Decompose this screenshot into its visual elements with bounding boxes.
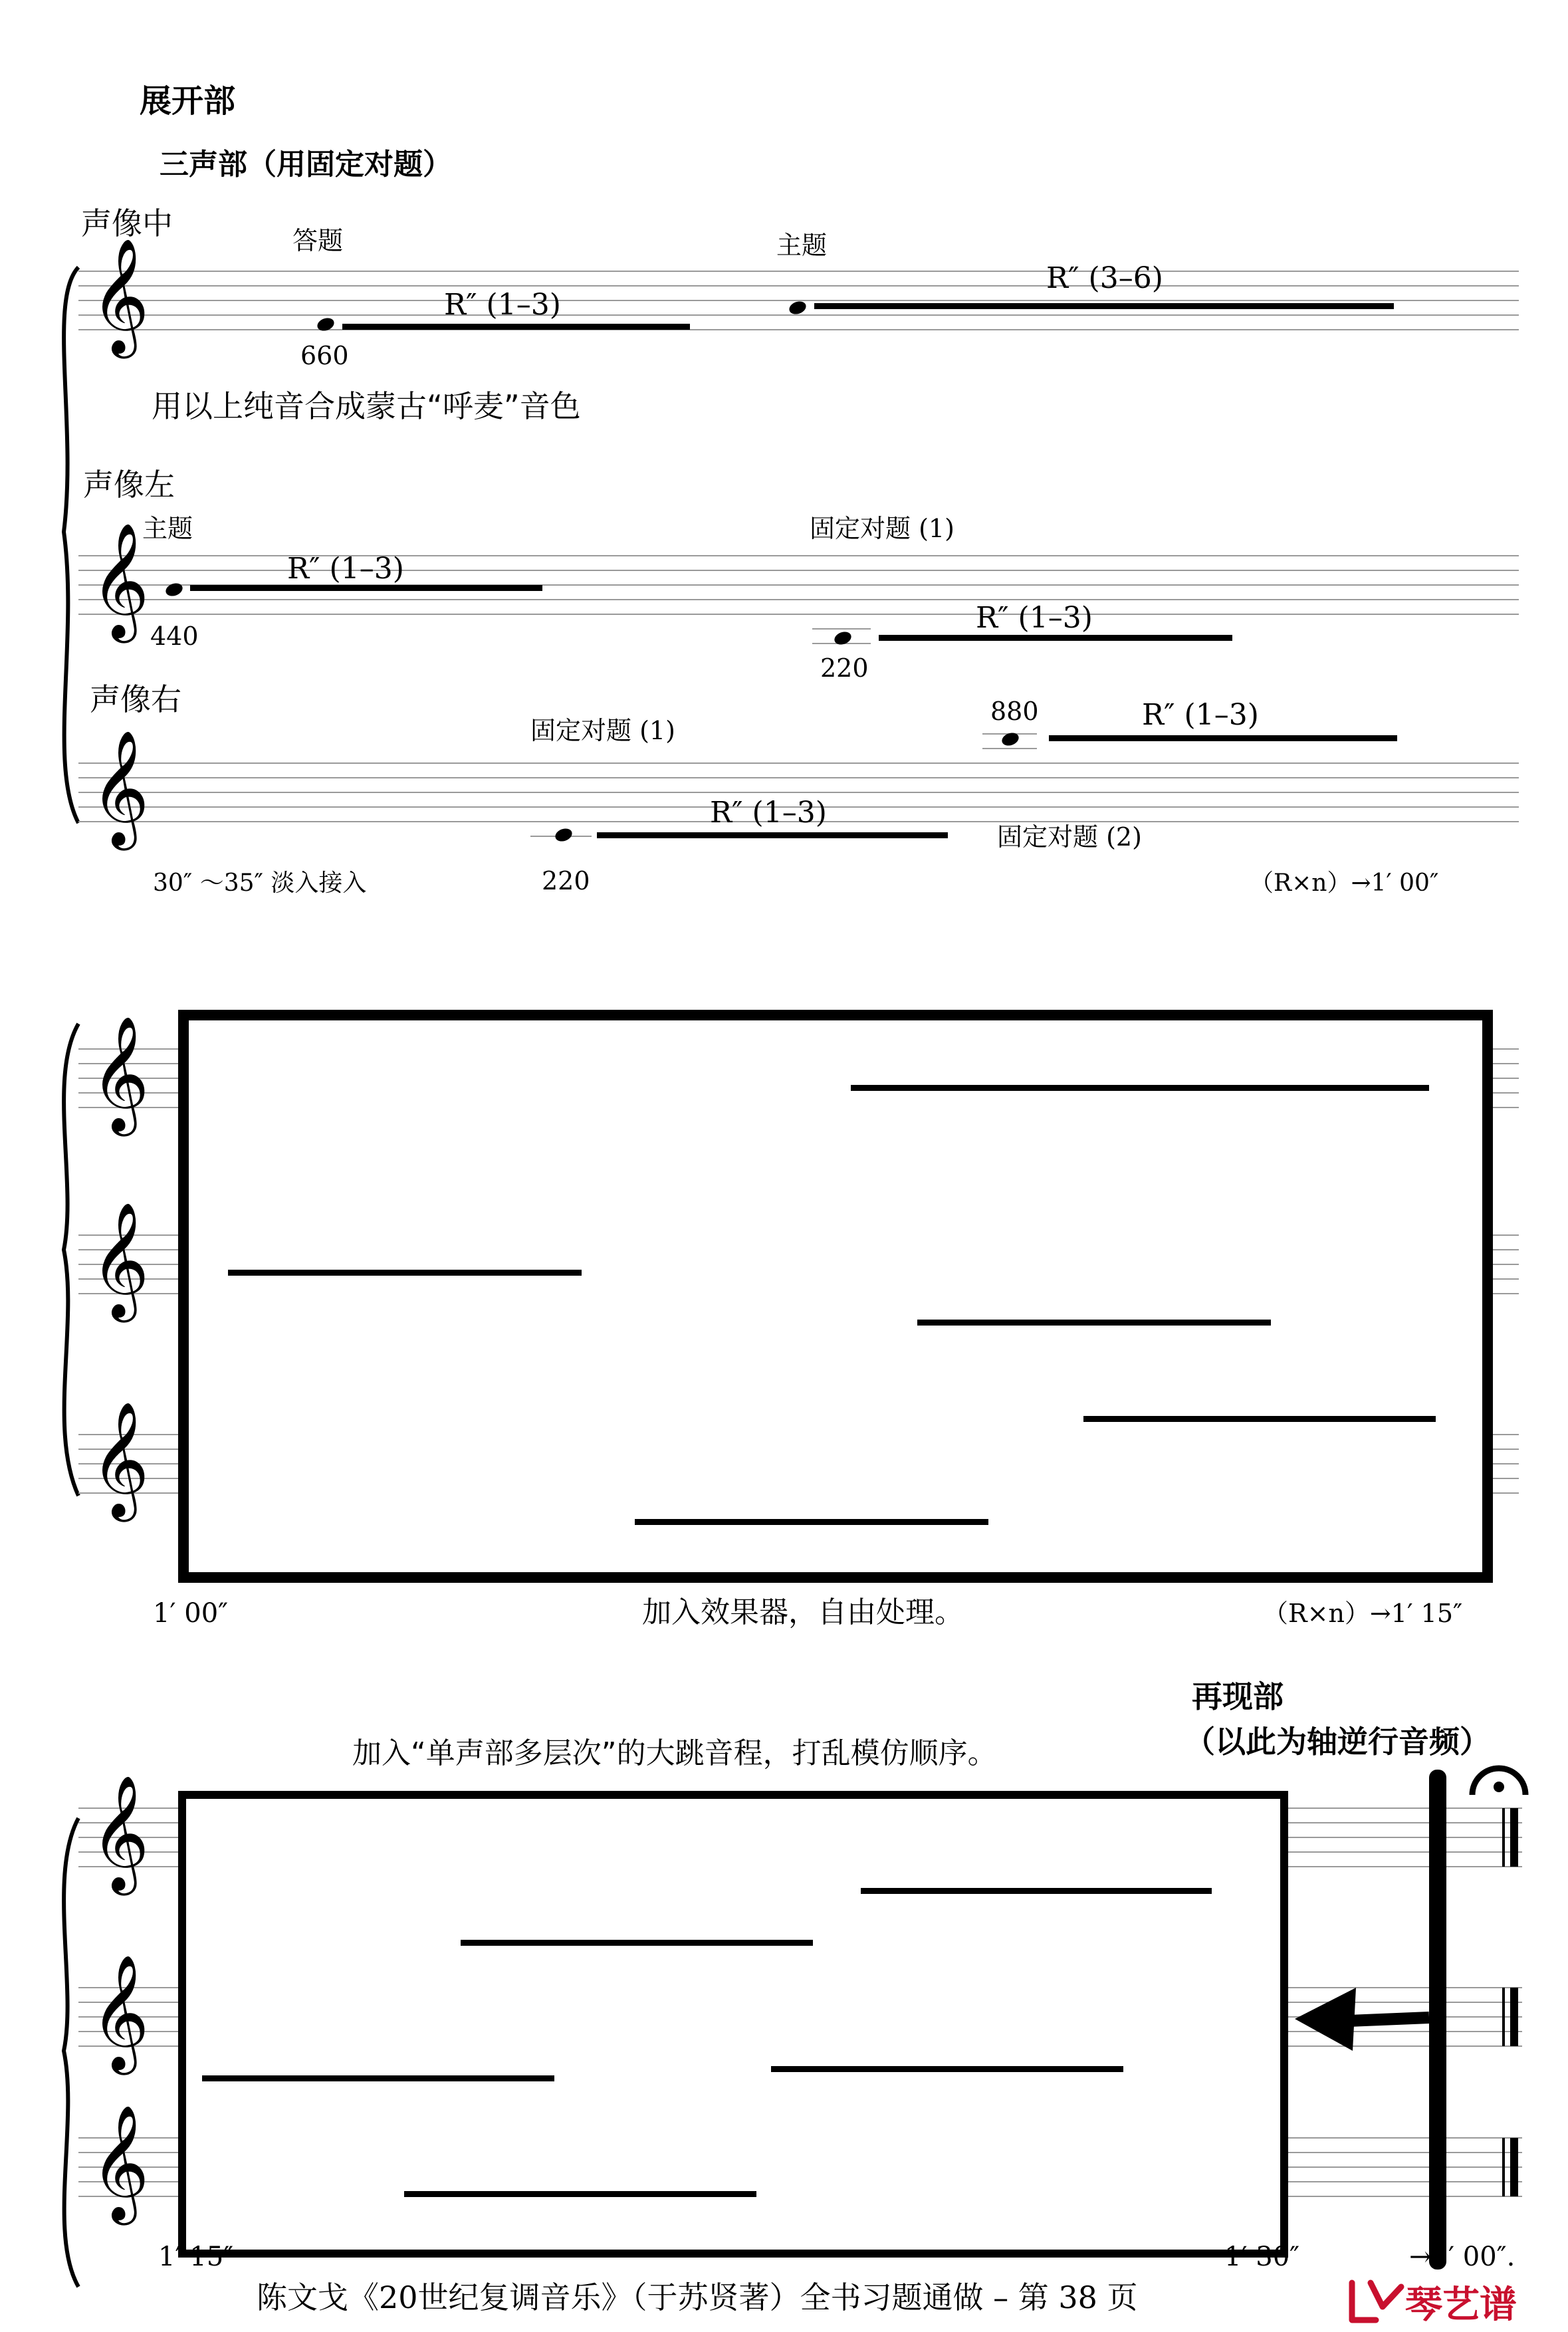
voice-label-left: 声像左 <box>83 467 175 503</box>
arrow-shaft <box>1349 2018 1429 2021</box>
staff-mid <box>78 271 1519 330</box>
treble-clef-icon: 𝄞 <box>90 238 150 354</box>
note-countersubject2-right <box>1000 731 1021 748</box>
duration-bar-subject-mid <box>814 303 1394 309</box>
note-countersubject1-right <box>554 826 574 844</box>
mid-time-3: 1′ 30″ <box>1224 2242 1300 2272</box>
duration-bar <box>202 2075 554 2081</box>
instruction-2: 加入效果器，自由处理。 <box>642 1595 964 1629</box>
treble-clef-icon: 𝄞 <box>90 523 150 638</box>
recap-note: （以此为轴逆行音频） <box>1184 1724 1490 1760</box>
instruction-3: 加入“单声部多层次”的大跳音程，打乱模仿顺序。 <box>352 1736 997 1770</box>
duration-bar <box>635 1519 988 1525</box>
effects-box <box>183 1015 1488 1577</box>
countersubject1-label-right: 固定对题 (1) <box>530 716 675 745</box>
subject-repeat-mid: R″ (3–6) <box>1046 261 1163 295</box>
treble-clef-icon: 𝄞 <box>90 1954 150 2070</box>
note-subject-mid <box>788 299 808 316</box>
synthesis-note: 用以上纯音合成蒙古“呼麦”音色 <box>152 388 581 424</box>
answer-repeat: R″ (1–3) <box>444 288 561 322</box>
countersubject2-label-right: 固定对题 (2) <box>997 822 1142 852</box>
note-answer <box>316 316 336 333</box>
duration-bar <box>228 1270 582 1276</box>
subject-label-mid: 主题 <box>776 231 828 260</box>
subtitle: 三声部（用固定对题） <box>160 148 452 181</box>
final-barlines <box>1502 1808 1518 2196</box>
treble-clef-icon: 𝄞 <box>90 1401 150 1517</box>
end-time-3: →3′ 00″. <box>1409 2242 1515 2272</box>
countersubject1-freq-right: 220 <box>542 866 590 895</box>
footer-text: 陈文戈《20世纪复调音乐》（于苏贤著）全书习题通做 – 第 38 页 <box>257 2279 1138 2315</box>
subject-repeat-left: R″ (1–3) <box>287 552 404 586</box>
fermata-dot-icon <box>1494 1782 1504 1792</box>
left-arrow-icon <box>1295 1988 1356 2051</box>
subject-label-left: 主题 <box>142 514 193 543</box>
start-time-2: 1′ 00″ <box>153 1598 229 1629</box>
note-subject-left <box>164 581 185 598</box>
answer-freq: 660 <box>300 341 349 370</box>
end-time-1: （R×n）→1′ 00″ <box>1250 870 1439 897</box>
treble-clef-icon: 𝄞 <box>90 1775 150 1891</box>
treble-clef-icon: 𝄞 <box>90 1016 150 1131</box>
logo-mark-icon <box>1352 2283 1401 2320</box>
countersubject2-freq-right: 880 <box>990 697 1039 726</box>
duration-bar-answer <box>342 324 690 330</box>
retrograde-axis-bar <box>1429 1770 1446 2270</box>
note-countersubject-left <box>833 630 853 647</box>
start-time-1: 30″ ～35″ 淡入接入 <box>153 870 367 897</box>
duration-bar <box>917 1320 1271 1326</box>
duration-bar-subject-left <box>190 585 542 591</box>
system-3 <box>64 1679 1525 2287</box>
system-1 <box>64 205 1519 897</box>
treble-clef-icon: 𝄞 <box>90 2105 150 2220</box>
voice-label-right: 声像右 <box>90 681 181 717</box>
reorder-box <box>182 1795 1284 2254</box>
treble-clef-icon: 𝄞 <box>90 730 150 846</box>
duration-bar <box>1083 1416 1436 1422</box>
end-time-2: （R×n）→1′ 15″ <box>1263 1599 1463 1628</box>
countersubject2-repeat-right: R″ (1–3) <box>1142 698 1259 732</box>
subject-freq-left: 440 <box>150 622 199 651</box>
section-title: 展开部 <box>140 82 236 120</box>
countersubject-repeat-left: R″ (1–3) <box>976 601 1093 635</box>
countersubject1-repeat-right: R″ (1–3) <box>710 796 827 830</box>
answer-label: 答题 <box>292 226 344 255</box>
countersubject-freq-left: 220 <box>820 653 869 683</box>
system-brace <box>64 267 78 823</box>
logo-text: 琴艺谱 <box>1405 2283 1517 2327</box>
duration-bar-countersubject-left <box>879 635 1232 641</box>
watermark-logo <box>1352 2283 1517 2327</box>
duration-bar <box>771 2066 1123 2072</box>
recap-title: 再现部 <box>1192 1679 1284 1714</box>
duration-bar <box>461 1940 813 1946</box>
start-time-3: 1′ 15″ <box>158 2242 234 2272</box>
duration-bar-countersubject1-right <box>597 832 948 838</box>
voice-label-mid: 声像中 <box>81 205 173 241</box>
duration-bar-countersubject2-right <box>1049 735 1397 741</box>
duration-bar <box>851 1085 1429 1091</box>
duration-bar <box>404 2191 756 2197</box>
system-brace <box>64 1024 78 1496</box>
countersubject-label-left: 固定对题 (1) <box>810 514 954 543</box>
treble-clef-icon: 𝄞 <box>90 1202 150 1318</box>
system-2 <box>64 1015 1519 1629</box>
duration-bar <box>861 1888 1212 1894</box>
system-brace <box>64 1818 78 2287</box>
